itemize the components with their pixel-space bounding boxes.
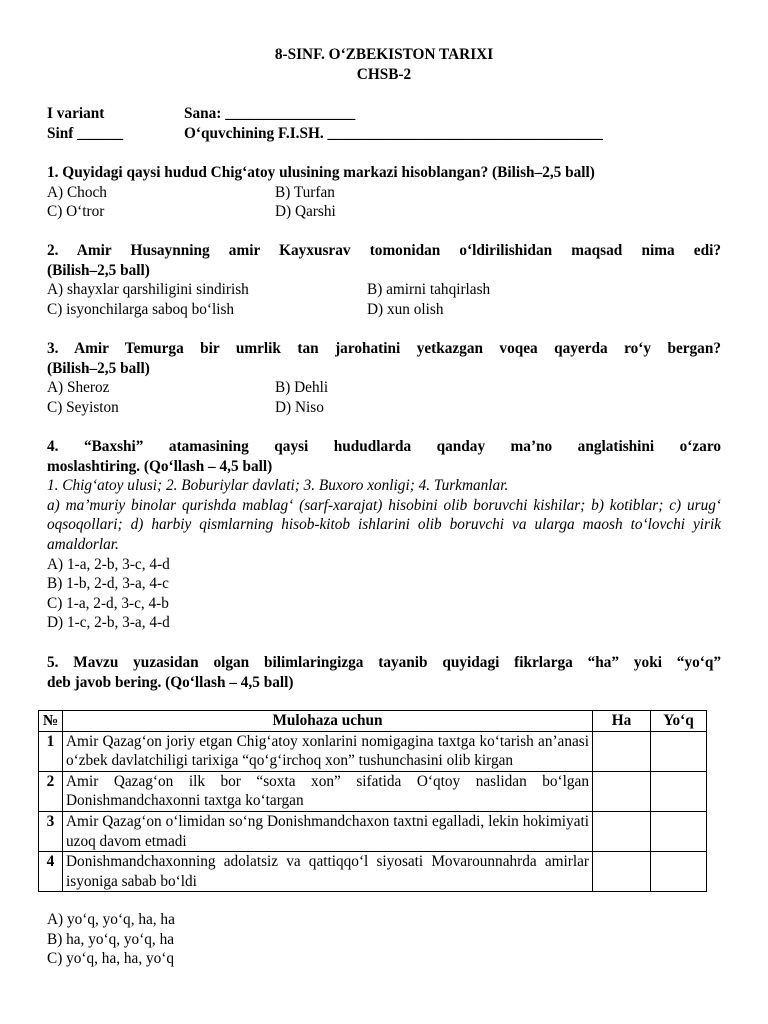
header-number: №: [39, 711, 63, 732]
q5-option-b: B) ha, yo‘q, yo‘q, ha: [47, 930, 175, 948]
row-number: 1: [39, 731, 63, 771]
header-no: Yo‘q: [651, 711, 707, 732]
q3-option-b: B) Dehli: [275, 379, 329, 397]
q3-option-d: D) Niso: [275, 398, 324, 416]
question-5-text: 5. Mavzu yuzasidan olgan bilimlaringizga tayanib quyidagi fikrlarga “ha” yoki “yo‘q”: [47, 654, 721, 671]
question-4-points: moslashtiring. (Qo‘llash – 4,5 ball): [47, 457, 273, 475]
question-4-regions: 1. Chig‘atoy ulusi; 2. Boburiylar davlati; 3. Buxoro xonligi; 4. Turkmanlar.: [47, 477, 509, 495]
row-number: 3: [39, 811, 63, 851]
question-3: [47, 339, 721, 417]
student-info: [47, 104, 721, 143]
statements-table: [38, 710, 707, 892]
q2-option-d: D) xun olish: [367, 300, 444, 318]
q5-option-c: C) yo‘q, ha, ha, yo‘q: [47, 950, 175, 968]
q4-option-b: B) 1-b, 2-d, 3-a, 4-c: [47, 575, 169, 593]
q1-option-c: C) O‘tror: [47, 203, 105, 221]
document-subtitle: CHSB-2: [356, 66, 412, 83]
row-statement: Amir Qazag‘on ilk bor “soxta xon” sifatida O‘qtoy naslidan bo‘lgan Donishmandchaxonni taxtga ko‘targan: [63, 771, 593, 811]
class-field: Sinf ______: [47, 124, 124, 142]
header-yes: Ha: [593, 711, 651, 732]
question-5: [47, 653, 721, 692]
question-4: [47, 437, 721, 633]
row-number: 4: [39, 852, 63, 892]
question-1: [47, 163, 721, 222]
question-3-points: (Bilish–2,5 ball): [47, 359, 150, 377]
document-title: 8-SINF. O‘ZBEKISTON TARIXI: [274, 46, 494, 63]
row-statement: Amir Qazag‘on joriy etgan Chig‘atoy xonlarini nomigagina taxtga ko‘tarish an’anasi o‘zbek davlatchiligi tarixiga “qo‘g‘irchoq xon” tushunchasini olib kirgan: [63, 731, 593, 771]
table-row: [39, 731, 707, 771]
q1-option-a: A) Choch: [47, 183, 107, 201]
row-number: 2: [39, 771, 63, 811]
table-row: [39, 771, 707, 811]
q4-option-c: C) 1-a, 2-d, 3-c, 4-b: [47, 594, 169, 612]
q5-option-a: A) yo‘q, yo‘q, ha, ha: [47, 911, 175, 928]
q1-option-b: B) Turfan: [275, 183, 335, 201]
question-2: [47, 241, 721, 319]
q3-option-a: A) Sheroz: [47, 379, 110, 397]
q4-option-a: A) 1-a, 2-b, 3-c, 4-d: [47, 555, 170, 573]
student-name-field: O‘quvchining F.I.SH. ____________________________________: [184, 124, 603, 142]
question-3-text: 3. Amir Temurga bir umrlik tan jarohatini yetkazgan voqea qayerda ro‘y bergan?: [47, 340, 721, 357]
table-row: [39, 852, 707, 892]
answer-no-cell[interactable]: [651, 731, 707, 771]
question-5-points: deb javob bering. (Qo‘llash – 4,5 ball): [47, 673, 294, 691]
answer-yes-cell[interactable]: [593, 731, 651, 771]
question-4-text: 4. “Baxshi” atamasining qaysi hududlarda qanday ma’no anglatishini o‘zaro: [47, 438, 721, 455]
question-5-options: [47, 910, 721, 969]
variant-label: I variant: [47, 105, 105, 122]
q3-option-c: C) Seyiston: [47, 398, 119, 416]
q2-option-c: C) isyonchilarga saboq bo‘lish: [47, 300, 235, 318]
table-header-row: [39, 711, 707, 732]
q2-option-b: B) amirni tahqirlash: [367, 281, 491, 299]
question-4-meanings: a) ma’muriy binolar qurishda mablag‘ (sarf-xarajat) hisobini olib boruvchi kishilar; b) kotiblar; c) urug‘ oqsoqollari; d) harbiy qismlarning hisob-kitob ishlarini olib boruvchi va ularga maosh to‘lovchi yirik amaldorlar.: [47, 496, 721, 553]
answer-yes-cell[interactable]: [593, 811, 651, 851]
header-statement: Mulohaza uchun: [63, 711, 593, 732]
answer-yes-cell[interactable]: [593, 852, 651, 892]
answer-no-cell[interactable]: [651, 811, 707, 851]
date-field: Sana: _________________: [184, 105, 356, 122]
table-row: [39, 811, 707, 851]
answer-no-cell[interactable]: [651, 771, 707, 811]
answer-no-cell[interactable]: [651, 852, 707, 892]
question-1-text: 1. Quyidagi qaysi hudud Chig‘atoy ulusining markazi hisoblangan? (Bilish–2,5 ball): [47, 164, 595, 181]
row-statement: Amir Qazag‘on o‘limidan so‘ng Donishmandchaxon taxtni egalladi, lekin hokimiyati uzoq davom etmadi: [63, 811, 593, 851]
question-2-text: 2. Amir Husaynning amir Kayxusrav tomonidan o‘ldirilishidan maqsad nima edi?: [47, 242, 721, 259]
q1-option-d: D) Qarshi: [275, 203, 336, 221]
q2-option-a: A) shayxlar qarshiligini sindirish: [47, 281, 249, 299]
q4-option-d: D) 1-c, 2-b, 3-a, 4-d: [47, 614, 170, 632]
answer-yes-cell[interactable]: [593, 771, 651, 811]
statements-table-wrapper: [38, 710, 707, 892]
question-2-points: (Bilish–2,5 ball): [47, 261, 150, 279]
row-statement: Donishmandchaxonning adolatsiz va qattiqqo‘l siyosati Movarounnahrda amirlar isyoniga sabab bo‘ldi: [63, 852, 593, 892]
